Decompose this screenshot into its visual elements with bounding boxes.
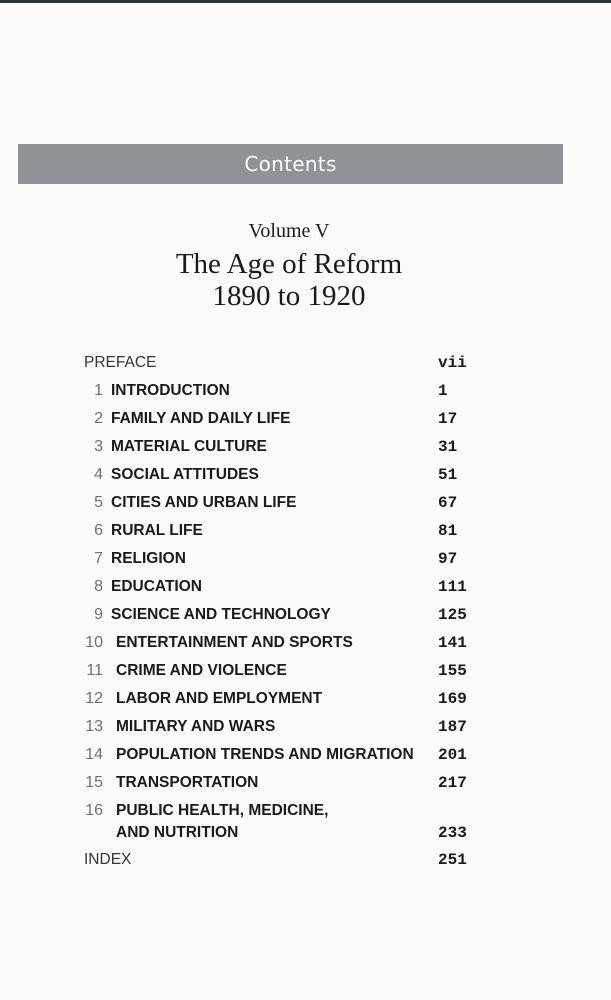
toc-entry[interactable] [0,687,611,711]
toc-entry-label: PREFACE [84,354,157,371]
chapter-page: 111 [438,578,467,596]
toc-entry[interactable] [0,547,611,571]
book-title-line1: The Age of Reform [175,248,403,280]
chapter-number: 16 [85,802,103,819]
chapter-number: 1 [94,382,103,399]
chapter-page: 51 [438,466,458,484]
chapter-page: 125 [438,606,467,624]
chapter-label: CITIES AND URBAN LIFE [111,494,297,511]
chapter-page: 233 [438,824,467,842]
toc-entry-preface[interactable] [0,351,611,375]
toc-entry[interactable] [0,463,611,487]
chapter-number: 7 [94,550,103,567]
chapter-page: 155 [438,662,467,680]
toc-entry[interactable] [0,631,611,655]
page-top-edge [0,0,611,3]
toc-entry-continuation[interactable] [0,821,611,845]
chapter-page: 187 [438,718,467,736]
contents-banner [18,144,563,184]
toc-entry[interactable] [0,603,611,627]
chapter-label: FAMILY AND DAILY LIFE [111,410,291,427]
toc-entry-index[interactable] [0,848,611,872]
chapter-number: 14 [85,746,103,763]
chapter-label: LABOR AND EMPLOYMENT [116,690,323,707]
chapter-page: 81 [438,522,458,540]
chapter-page: 31 [438,438,458,456]
chapter-number: 8 [94,578,103,595]
chapter-number: 5 [94,494,103,511]
book-title [0,248,578,312]
toc-entry[interactable] [0,715,611,739]
chapter-label: EDUCATION [111,578,202,595]
toc-entry[interactable] [0,575,611,599]
chapter-label: CRIME AND VIOLENCE [116,662,287,679]
chapter-page: 141 [438,634,467,652]
chapter-label: SCIENCE AND TECHNOLOGY [111,606,331,623]
chapter-label: RURAL LIFE [111,522,203,539]
toc-entry[interactable] [0,659,611,683]
toc-entry[interactable] [0,491,611,515]
toc-entry[interactable] [0,771,611,795]
toc-entry[interactable] [0,407,611,431]
chapter-number: 10 [85,634,103,651]
chapter-number: 6 [94,522,103,539]
chapter-number: 13 [85,718,103,735]
chapter-label: ENTERTAINMENT AND SPORTS [116,634,353,651]
toc-entry-page: vii [438,354,467,372]
chapter-label: MATERIAL CULTURE [111,438,267,455]
chapter-label: TRANSPORTATION [116,774,259,791]
chapter-page: 1 [438,382,448,400]
toc-entry-page: 251 [438,851,467,869]
chapter-page: 17 [438,410,458,428]
chapter-label: PUBLIC HEALTH, MEDICINE, [116,802,329,819]
chapter-page: 217 [438,774,467,792]
chapter-number: 4 [94,466,103,483]
chapter-page: 67 [438,494,458,512]
chapter-page: 97 [438,550,458,568]
chapter-page: 169 [438,690,467,708]
chapter-label: SOCIAL ATTITUDES [111,466,259,483]
chapter-number: 15 [85,774,103,791]
chapter-number: 3 [94,438,103,455]
chapter-number: 12 [85,690,103,707]
book-title-line2: 1890 to 1920 [212,280,366,312]
chapter-label: INTRODUCTION [111,382,230,399]
toc-entry[interactable] [0,743,611,767]
toc-entry-label: INDEX [84,851,132,868]
chapter-number: 2 [94,410,103,427]
toc-entry[interactable] [0,435,611,459]
toc-entry[interactable] [0,519,611,543]
chapter-number: 11 [86,662,103,679]
volume-label: Volume V [248,220,330,242]
contents-heading: Contents [244,152,337,176]
chapter-label-line2: AND NUTRITION [116,824,239,841]
chapter-number: 9 [94,606,103,623]
toc-entry[interactable] [0,799,611,823]
chapter-label: RELIGION [111,550,186,567]
chapter-label: POPULATION TRENDS AND MIGRATION [116,746,414,763]
chapter-page: 201 [438,746,467,764]
toc-entry[interactable] [0,379,611,403]
chapter-label: MILITARY AND WARS [116,718,276,735]
